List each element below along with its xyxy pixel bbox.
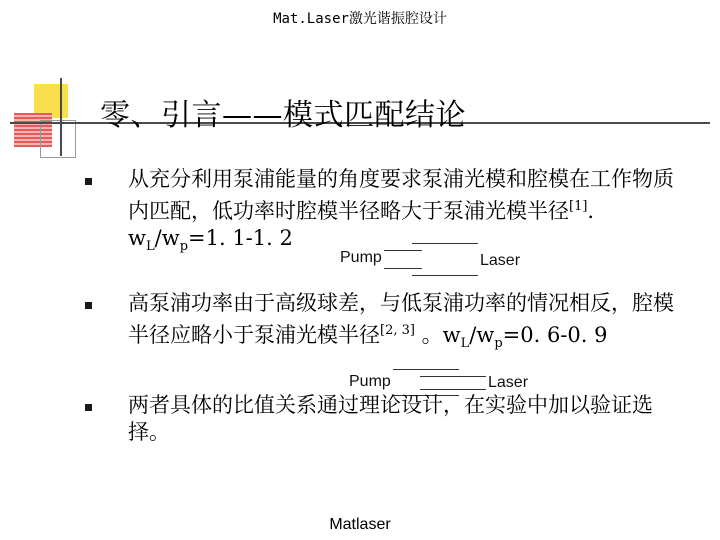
bullet-2-ratio-c: =0. 6-0. 9 [502,323,608,347]
bullet-1-sub-p: p [179,239,189,255]
laser-beam-line [420,376,486,377]
pump-beam-line [384,268,422,269]
laser-beam-line [412,243,478,244]
pump-label-2: Pump [349,373,391,390]
bullet-2-text: 高泵浦功率由于高级球差，与低泵浦功率的情况相反，腔模半径应略小于泵浦光模半径 [128,291,674,347]
pump-beam-line [384,250,422,251]
bullet-text-1 [128,166,688,260]
bullet-1-sub-l: L [145,239,155,255]
slide-title: 零、引言——模式匹配结论 [100,98,466,133]
bullet-2-ratio-a: 。w [414,323,461,347]
bullet-2-sub-l: L [460,336,470,352]
pump-label-1: Pump [340,249,382,266]
bullet-text-3: 两者具体的比值关系通过理论设计，在实验中加以验证选择。 [128,393,653,444]
decor-outline-square [40,120,76,158]
bullet-1-text: 从充分利用泵浦能量的角度要求泵浦光模和腔模在工作物质内匹配，低功率时腔模半径略大于泵浦光模半径 [128,167,674,223]
pump-beam-line [393,369,459,370]
bullet-1-ratio-b: /w [154,226,180,250]
bullet-1-ref: [1] [569,199,588,214]
bullet-2-sub-p: p [494,336,503,352]
laser-label-1: Laser [480,252,521,269]
bullet-marker [85,404,92,411]
slide-footer: Matlaser [329,516,391,533]
bullet-text-2 [128,290,688,357]
laser-beam-line [420,389,486,390]
bullet-marker [85,178,92,185]
bullet-marker [85,302,92,309]
bullet-2-ref: [2, 3] [380,323,415,338]
bullet-1-ratio-a: . w [128,199,595,250]
bullet-1-ratio-c: =1. 1-1. 2 [188,226,293,250]
decor-vertical-line [60,78,62,156]
slide-header: Mat.Laser激光谐振腔设计 [273,11,447,27]
laser-beam-line [412,275,478,276]
bullet-2-ratio-b: /w [469,323,495,347]
laser-label-2: Laser [488,374,529,391]
